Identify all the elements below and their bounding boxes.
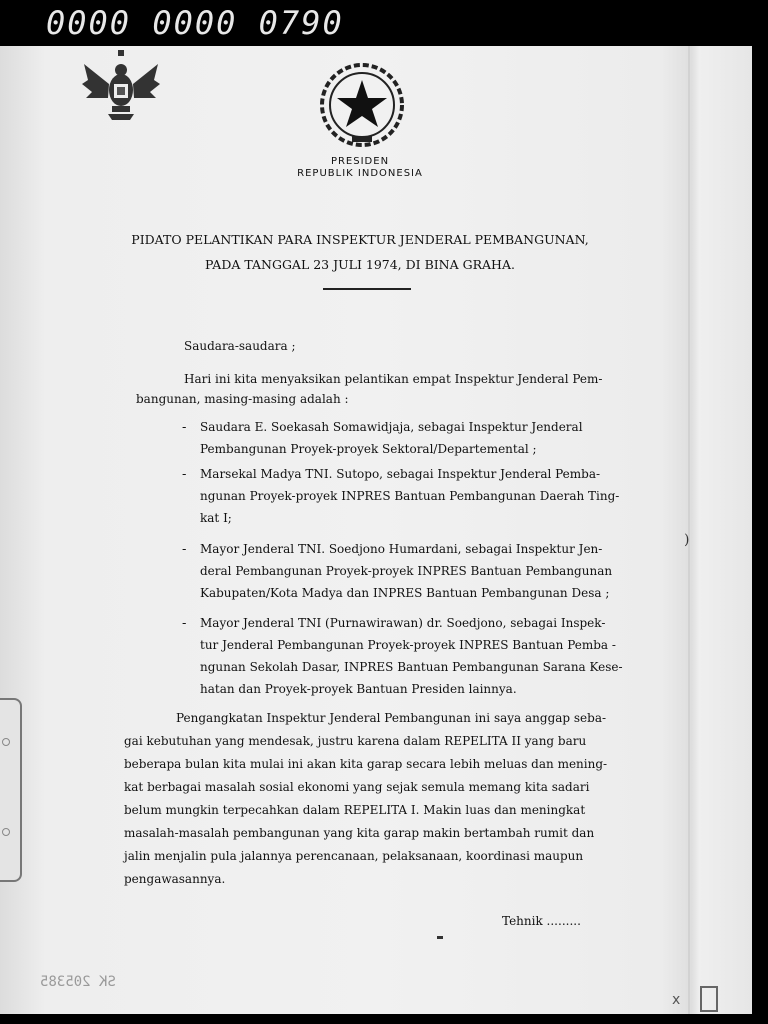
binder-hole xyxy=(2,738,10,746)
bullet-line: ngunan Sekolah Dasar, INPRES Bantuan Pembangunan Sarana Kese- xyxy=(200,660,623,674)
bullet-line: hatan dan Proyek-proyek Bantuan Presiden lainnya. xyxy=(200,682,517,696)
bullet-line: Kabupaten/Kota Madya dan INPRES Bantuan Pembangunan Desa ; xyxy=(200,586,610,600)
letterhead-line1: PRESIDEN xyxy=(330,156,390,167)
letterhead-line2: REPUBLIK INDONESIA xyxy=(297,168,423,179)
continuation-catchword: Tehnik ......... xyxy=(502,914,581,928)
paragraph-line: masalah-masalah pembangunan yang kita garap makin bertambah rumit dan xyxy=(124,826,595,840)
bullet-line: Mayor Jenderal TNI. Soedjono Humardani, sebagai Inspektur Jen- xyxy=(200,542,603,556)
film-strip xyxy=(0,0,768,48)
archive-stamp: SK 205385 xyxy=(40,974,116,990)
bullet-dash: - xyxy=(182,420,187,435)
binder-tab xyxy=(0,698,22,882)
speech-title-line1: PIDATO PELANTIKAN PARA INSPEKTUR JENDERAL PEMBANGUNAN, xyxy=(131,232,589,247)
bullet-dash: - xyxy=(182,467,187,482)
bullet-line: Saudara E. Soekasah Somawidjaja, sebagai Inspektur Jenderal xyxy=(200,420,583,434)
bullet-dash: - xyxy=(182,542,187,557)
bullet-line: deral Pembangunan Proyek-proyek INPRES Bantuan Pembangunan xyxy=(200,564,613,578)
speech-title-line2: PADA TANGGAL 23 JULI 1974, DI BINA GRAHA. xyxy=(205,257,515,272)
binder-hole xyxy=(2,828,10,836)
corner-box xyxy=(700,986,718,1012)
page-fold xyxy=(688,46,690,1014)
intro-line: Hari ini kita menyaksikan pelantikan empat Inspektur Jenderal Pem- xyxy=(184,372,603,386)
bullet-line: Pembangunan Proyek-proyek Sektoral/Departemental ; xyxy=(200,442,537,456)
paragraph-line: belum mungkin terpecahkan dalam REPELITA I. Makin luas dan meningkat xyxy=(124,803,586,817)
bullet-line: Mayor Jenderal TNI (Purnawirawan) dr. Soedjono, sebagai Inspek- xyxy=(200,616,606,630)
paragraph-line: pengawasannya. xyxy=(124,872,226,886)
title-rule xyxy=(323,288,411,290)
garuda-emblem-icon xyxy=(78,50,164,136)
bullet-line: Marsekal Madya TNI. Sutopo, sebagai Inspektur Jenderal Pemba- xyxy=(200,467,601,481)
frame-number: 0000 0000 0790 xyxy=(46,4,344,42)
paragraph-line: gai kebutuhan yang mendesak, justru karena dalam REPELITA II yang baru xyxy=(124,734,587,748)
scan-speck xyxy=(437,936,443,939)
bullet-line: kat I; xyxy=(200,511,232,525)
bullet-dash: - xyxy=(182,616,187,631)
bullet-line: ngunan Proyek-proyek INPRES Bantuan Pembangunan Daerah Ting- xyxy=(200,489,620,503)
film-edge-bottom xyxy=(0,1014,768,1024)
document-page xyxy=(0,46,752,1014)
paragraph-line: kat berbagai masalah sosial ekonomi yang sejak semula memang kita sadari xyxy=(124,780,590,794)
presidential-seal-icon xyxy=(317,60,407,150)
intro-line: bangunan, masing-masing adalah : xyxy=(136,392,349,406)
film-edge-right xyxy=(752,46,768,1024)
paragraph-line: beberapa bulan kita mulai ini akan kita garap secara lebih meluas dan mening- xyxy=(124,757,608,771)
salutation: Saudara-saudara ; xyxy=(184,339,296,353)
edge-mark: ) xyxy=(684,532,690,548)
paragraph-line: Pengangkatan Inspektur Jenderal Pembangunan ini saya anggap seba- xyxy=(176,711,607,725)
paragraph-line: jalin menjalin pula jalannya perencanaan, pelaksanaan, koordinasi maupun xyxy=(124,849,584,863)
corner-mark: x xyxy=(672,992,681,1008)
bullet-line: tur Jenderal Pembangunan Proyek-proyek INPRES Bantuan Pemba - xyxy=(200,638,616,652)
